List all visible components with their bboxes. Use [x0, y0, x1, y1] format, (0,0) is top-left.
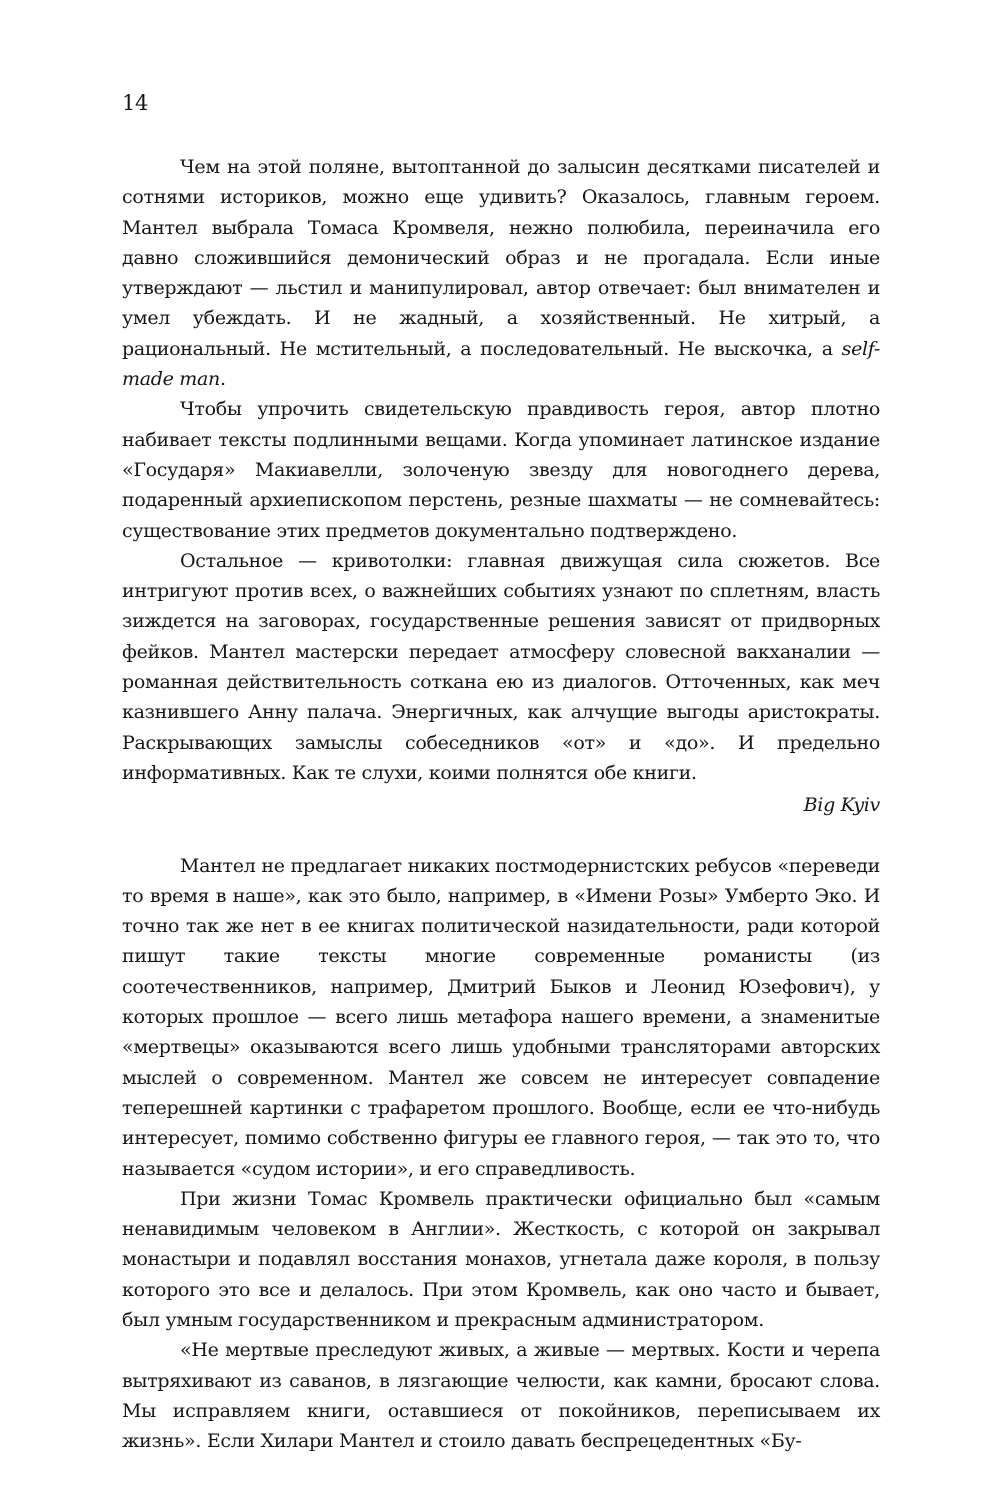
review-section-2 [122, 851, 880, 1457]
paragraph [122, 152, 880, 394]
paragraph-end: . [219, 368, 226, 391]
book-page [122, 88, 880, 1456]
paragraph-text: Чем на этой поляне, вытоптанной до залысин десятками писателей и сотнями историков, можно еще удивить? Оказалось, главным героем. Мантел выбрала Томаса Кромвеля, нежно полюбила, переиначила его давно сложившийся демонический образ и не прогадала. Если иные утверждают — льстил и манипулировал, автор отвечает: был внимателен и умел убеждать. И не жадный, а хозяйственный. Не хитрый, а рациональный. Не мстительный, а последовательный. Не выскочка, а [122, 156, 880, 360]
review-section-1 [122, 152, 880, 821]
paragraph: «Не мертвые преследуют живых, а живые — мертвых. Кости и черепа вытряхивают из саванов, в лязгающие челюсти, как камни, бросают слова. Мы исправляем книги, оставшиеся от покойников, переписываем их жизнь». Если Хилари Мантел и стоило давать беспрецедентных «Бу- [122, 1339, 880, 1453]
section-divider [122, 821, 880, 851]
paragraph: При жизни Томас Кромвель практически официально был «самым ненавидимым человеком в Англии». Жесткость, с которой он закрывал монастыри и подавлял восстания монахов, угнетала даже короля, в пользу которого это все и делалось. При этом Кромвель, как оно часто и бывает, был умным государственником и прекрасным администратором. [122, 1187, 880, 1331]
italic-phrase: self-made man [122, 337, 880, 391]
author-signature: Big Kyiv [803, 794, 880, 817]
paragraph: Чтобы упрочить свидетельскую правдивость героя, автор плотно набивает тексты подлинными вещами. Когда упоминает латинское издание «Государя» Макиавелли, золоченую звезду для новогоднего дерева, подаренный архиепископом перстень, резные шахматы — не сомневайтесь: существование этих предметов документально подтверждено. [122, 398, 880, 542]
paragraph: Остальное — кривотолки: главная движущая сила сюжетов. Все интригуют против всех, о важнейших событиях узнают по сплетням, власть зиждется на заговорах, государственные решения зависят от придворных фейков. Мантел мастерски передает атмосферу словесной вакханалии — романная действительность соткана ею из диалогов. Отточенных, как меч казнившего Анну палача. Энергичных, как алчущие выгоды аристократы. Раскрывающих замыслы собеседников «от» и «до». И предельно информативных. Как те слухи, коими полнятся обе книги. [122, 549, 880, 784]
paragraph: Мантел не предлагает никаких постмодернистских ребусов «переведи то время в наше», как это было, например, в «Имени Розы» Умберто Эко. И точно так же нет в ее книгах политической назидательности, ради которой пишут такие тексты многие современные романисты (из соотечественников, например, Дмитрий Быков и Леонид Юзефович), у которых прошлое — всего лишь метафора нашего времени, а знаменитые «мертвецы» оказываются всего лишь удобными трансляторами авторских мыслей о современном. Мантел же совсем не интересует совпадение теперешней картинки с трафаретом прошлого. Вообще, если ее что-нибудь интересует, помимо собственно фигуры ее главного героя, — так это то, что называется «судом истории», и его справедливость. [122, 854, 880, 1180]
page-number: 14 [122, 91, 149, 115]
